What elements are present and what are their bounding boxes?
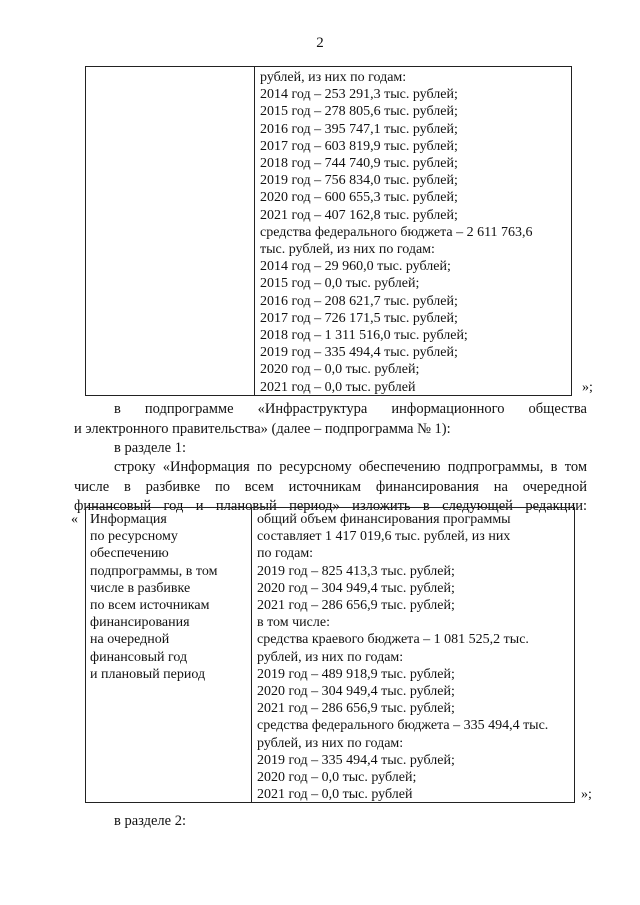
table-line: 2020 год – 304 949,4 тыс. рублей;	[257, 580, 455, 596]
table-line: средства федерального бюджета – 335 494,4 тыс.	[257, 718, 549, 734]
table-line: рублей, из них по годам:	[257, 735, 404, 751]
table-line: средства федерального бюджета – 2 611 763,6	[260, 224, 533, 240]
page-number: 2	[316, 35, 324, 51]
table-line: 2020 год – 600 655,3 тыс. рублей;	[260, 190, 458, 206]
table-line: 2018 год – 744 740,9 тыс. рублей;	[260, 156, 458, 172]
table-line: подпрограммы, в том	[90, 563, 218, 579]
table-line: финансовый год	[90, 649, 188, 665]
table-line: рублей, из них по годам:	[257, 649, 404, 665]
table-line: в том числе:	[257, 615, 330, 631]
table-line: обеспечению	[90, 546, 169, 562]
table-line: Информация	[90, 512, 167, 527]
table-line: 2019 год – 756 834,0 тыс. рублей;	[260, 173, 458, 189]
table-line: 2018 год – 1 311 516,0 тыс. рублей;	[260, 328, 468, 344]
table-line: по годам:	[257, 546, 314, 562]
table-line: 2016 год – 395 747,1 тыс. рублей;	[260, 121, 458, 137]
budget-table-continued	[85, 66, 572, 396]
table-line: числе в разбивке	[90, 580, 191, 596]
table-line: и плановый период	[90, 666, 206, 682]
table-line: 2020 год – 0,0 тыс. рублей;	[257, 770, 417, 786]
table-line: 2019 год – 335 494,4 тыс. рублей;	[260, 345, 458, 361]
table-line: 2017 год – 726 171,5 тыс. рублей;	[260, 310, 458, 326]
paragraph-line: строку «Информация по ресурсному обеспечению подпрограммы, в том	[114, 459, 587, 475]
table-line: по ресурсному	[90, 529, 178, 545]
table-column-divider	[251, 508, 252, 802]
table-line: рублей, из них по годам:	[260, 70, 407, 85]
table-line: средства краевого бюджета – 1 081 525,2 тыс.	[257, 632, 529, 648]
table-line: 2021 год – 286 656,9 тыс. рублей;	[257, 598, 455, 614]
opening-quote: «	[71, 512, 78, 527]
table-line: составляет 1 417 019,6 тыс. рублей, из них	[257, 529, 511, 545]
table-left-cell	[90, 511, 217, 683]
paragraph-section-1: в разделе 1:	[114, 440, 187, 456]
table-line: по всем источникам	[90, 598, 210, 614]
table-line: 2019 год – 335 494,4 тыс. рублей;	[257, 752, 455, 768]
resource-info-table	[85, 507, 575, 803]
paragraph-line: числе в разбивке по всем источникам финансирования на очередной	[74, 478, 587, 495]
table-line: общий объем финансирования программы	[257, 512, 511, 527]
table-line: 2014 год – 253 291,3 тыс. рублей;	[260, 87, 458, 103]
table-line: финансирования	[90, 615, 190, 631]
table-line: 2019 год – 489 918,9 тыс. рублей;	[257, 666, 455, 682]
closing-quote: »;	[581, 787, 592, 802]
table-line: 2019 год – 825 413,3 тыс. рублей;	[257, 563, 455, 579]
table-line: 2021 год – 0,0 тыс. рублей	[260, 379, 416, 395]
table-line: 2016 год – 208 621,7 тыс. рублей;	[260, 293, 458, 309]
table-line: 2014 год – 29 960,0 тыс. рублей;	[260, 259, 451, 275]
paragraph-subprogram	[74, 400, 587, 439]
table-column-divider	[254, 67, 255, 395]
paragraph-line: финансовый год и плановый период» изложить в следующей редакции:	[74, 498, 587, 514]
table-line: 2021 год – 0,0 тыс. рублей	[257, 787, 413, 803]
table-right-cell	[260, 69, 533, 396]
closing-quote: »;	[582, 380, 593, 395]
table-line: тыс. рублей, из них по годам:	[260, 242, 435, 258]
paragraph-section-2: в разделе 2:	[114, 813, 187, 829]
table-line: 2020 год – 0,0 тыс. рублей;	[260, 362, 420, 378]
table-line: 2020 год – 304 949,4 тыс. рублей;	[257, 684, 455, 700]
paragraph-line: и электронного правительства» (далее – подпрограмма № 1):	[74, 420, 451, 437]
table-line: 2017 год – 603 819,9 тыс. рублей;	[260, 138, 458, 154]
paragraph-line: в подпрограмме «Инфраструктура информационного общества	[114, 401, 587, 417]
table-line: 2021 год – 407 162,8 тыс. рублей;	[260, 207, 458, 223]
table-line: на очередной	[90, 632, 170, 648]
table-right-cell	[257, 511, 548, 803]
table-line: 2021 год – 286 656,9 тыс. рублей;	[257, 701, 455, 717]
table-line: 2015 год – 278 805,6 тыс. рублей;	[260, 104, 458, 120]
table-line: 2015 год – 0,0 тыс. рублей;	[260, 276, 420, 292]
